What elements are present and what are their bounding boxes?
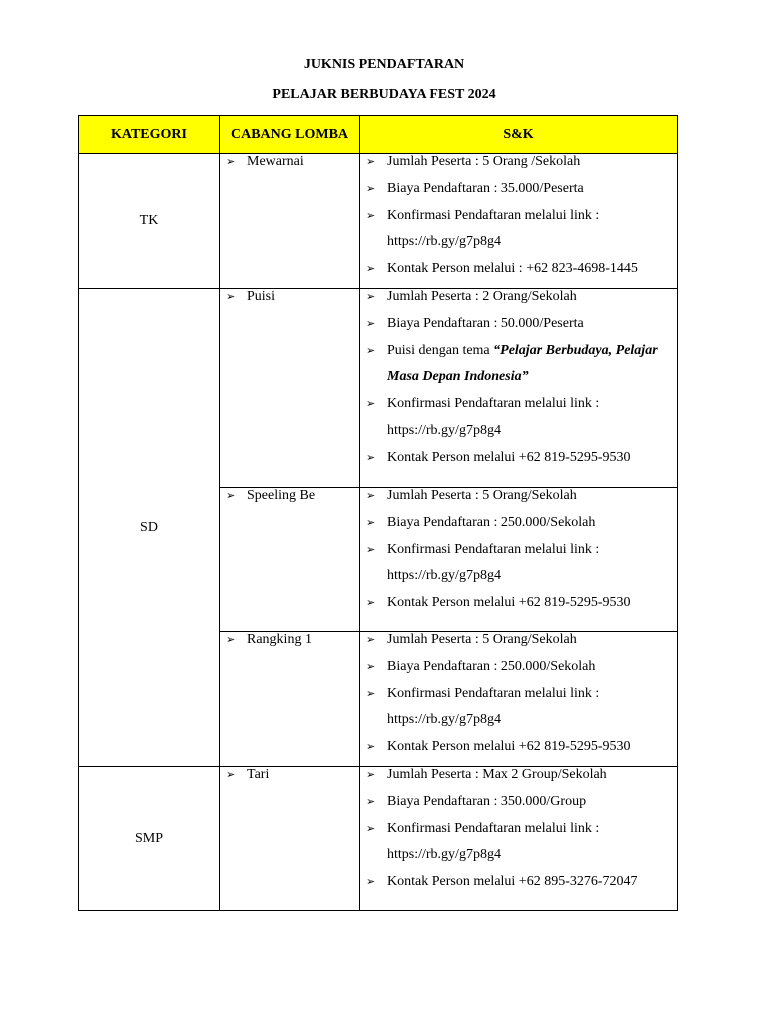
arrowhead-bullet-icon: ➢ <box>226 768 236 781</box>
arrowhead-bullet-icon: ➢ <box>366 596 376 610</box>
list-item: ➢ Biaya Pendaftaran : 250.000/Sekolah <box>360 510 677 537</box>
arrowhead-bullet-icon: ➢ <box>366 316 376 330</box>
cabang-label: Mewarnai <box>247 154 304 169</box>
sk-list <box>360 284 677 476</box>
table-row <box>79 289 678 488</box>
cabang-item <box>220 149 359 176</box>
registration-table <box>78 115 678 911</box>
arrowhead-bullet-icon: ➢ <box>366 659 376 673</box>
list-item: ➢ Konfirmasi Pendaftaran melalui link : https://rb.gy/g7p8g4 <box>360 681 677 735</box>
table-row <box>79 154 678 289</box>
sk-list <box>360 149 677 287</box>
kategori-cell: SMP <box>79 767 220 911</box>
cabang-label: Rangking 1 <box>247 632 312 647</box>
arrowhead-bullet-icon: ➢ <box>226 290 236 303</box>
list-item: ➢ Jumlah Peserta : 5 Orang /Sekolah <box>360 149 677 176</box>
document-subtitle: PELAJAR BERBUDAYA FEST 2024 <box>272 87 496 102</box>
arrowhead-bullet-icon: ➢ <box>366 290 376 303</box>
list-item: ➢ Biaya Pendaftaran : 35.000/Peserta <box>360 176 677 203</box>
arrowhead-bullet-icon: ➢ <box>366 633 376 646</box>
sk-list <box>360 483 677 621</box>
list-item: ➢ Jumlah Peserta : 5 Orang/Sekolah <box>360 627 677 654</box>
list-item: ➢ Konfirmasi Pendaftaran melalui link : https://rb.gy/g7p8g4 <box>360 391 677 445</box>
list-item: ➢ Biaya Pendaftaran : 50.000/Peserta <box>360 311 677 338</box>
arrowhead-bullet-icon: ➢ <box>226 633 236 646</box>
cabang-cell <box>220 767 360 911</box>
sk-cell <box>360 154 678 289</box>
list-item: ➢ Kontak Person melalui +62 819-5295-9530 <box>360 734 677 761</box>
list-item <box>360 338 677 392</box>
arrowhead-bullet-icon: ➢ <box>366 155 376 168</box>
sk-cell <box>360 488 678 632</box>
cabang-label: Speeling Be <box>247 488 316 503</box>
table-row <box>79 767 678 911</box>
arrowhead-bullet-icon: ➢ <box>226 155 236 168</box>
arrowhead-bullet-icon: ➢ <box>366 794 376 808</box>
list-item: ➢ Jumlah Peserta : 5 Orang/Sekolah <box>360 483 677 510</box>
list-item: ➢ Kontak Person melalui +62 895-3276-72047 <box>360 869 677 896</box>
arrowhead-bullet-icon: ➢ <box>366 768 376 781</box>
cabang-item <box>220 483 359 510</box>
cabang-cell <box>220 154 360 289</box>
cabang-item <box>220 627 359 654</box>
arrowhead-bullet-icon: ➢ <box>366 208 376 222</box>
cabang-label: Tari <box>247 767 270 782</box>
list-item: ➢ Konfirmasi Pendaftaran melalui link : https://rb.gy/g7p8g4 <box>360 816 677 870</box>
arrowhead-bullet-icon: ➢ <box>366 450 376 464</box>
sk-cell <box>360 767 678 911</box>
arrowhead-bullet-icon: ➢ <box>366 542 376 556</box>
list-item: ➢ Kontak Person melalui +62 819-5295-9530 <box>360 590 677 617</box>
list-item: ➢ Biaya Pendaftaran : 250.000/Sekolah <box>360 654 677 681</box>
arrowhead-bullet-icon: ➢ <box>366 181 376 195</box>
header-sk: S&K <box>360 116 678 154</box>
header-cabang-lomba: CABANG LOMBA <box>220 116 360 154</box>
kategori-cell: SD <box>79 289 220 767</box>
list-item: ➢ Biaya Pendaftaran : 350.000/Group <box>360 789 677 816</box>
arrowhead-bullet-icon: ➢ <box>226 489 236 502</box>
cabang-cell <box>220 632 360 767</box>
arrowhead-bullet-icon: ➢ <box>366 343 376 357</box>
arrowhead-bullet-icon: ➢ <box>366 515 376 529</box>
cabang-label: Puisi <box>247 289 276 304</box>
table-header-row <box>79 116 678 154</box>
arrowhead-bullet-icon: ➢ <box>366 821 376 835</box>
list-item: ➢ Jumlah Peserta : Max 2 Group/Sekolah <box>360 762 677 789</box>
list-item: ➢ Konfirmasi Pendaftaran melalui link : https://rb.gy/g7p8g4 <box>360 537 677 591</box>
sk-list <box>360 762 677 900</box>
list-item: ➢ Kontak Person melalui : +62 823-4698-1445 <box>360 256 677 283</box>
arrowhead-bullet-icon: ➢ <box>366 489 376 502</box>
list-item: ➢ Konfirmasi Pendaftaran melalui link : https://rb.gy/g7p8g4 <box>360 203 677 257</box>
cabang-item <box>220 762 359 789</box>
list-item: ➢ Jumlah Peserta : 2 Orang/Sekolah <box>360 284 677 311</box>
cabang-cell <box>220 488 360 632</box>
sk-cell <box>360 632 678 767</box>
arrowhead-bullet-icon: ➢ <box>366 262 376 276</box>
document-title: JUKNIS PENDAFTARAN <box>303 57 465 72</box>
arrowhead-bullet-icon: ➢ <box>366 397 376 411</box>
arrowhead-bullet-icon: ➢ <box>366 875 376 889</box>
cabang-item <box>220 284 359 311</box>
theme-prefix: Puisi dengan tema <box>387 342 494 358</box>
arrowhead-bullet-icon: ➢ <box>366 686 376 700</box>
arrowhead-bullet-icon: ➢ <box>366 740 376 754</box>
header-kategori: KATEGORI <box>79 116 220 154</box>
sk-list <box>360 627 677 765</box>
theme-text: “Pelajar Berbudaya, Pelajar Masa Depan Indonesia” <box>387 342 658 385</box>
list-item: ➢ Kontak Person melalui +62 819-5295-9530 <box>360 445 677 472</box>
cabang-cell <box>220 289 360 488</box>
sk-cell <box>360 289 678 488</box>
kategori-cell: TK <box>79 154 220 289</box>
